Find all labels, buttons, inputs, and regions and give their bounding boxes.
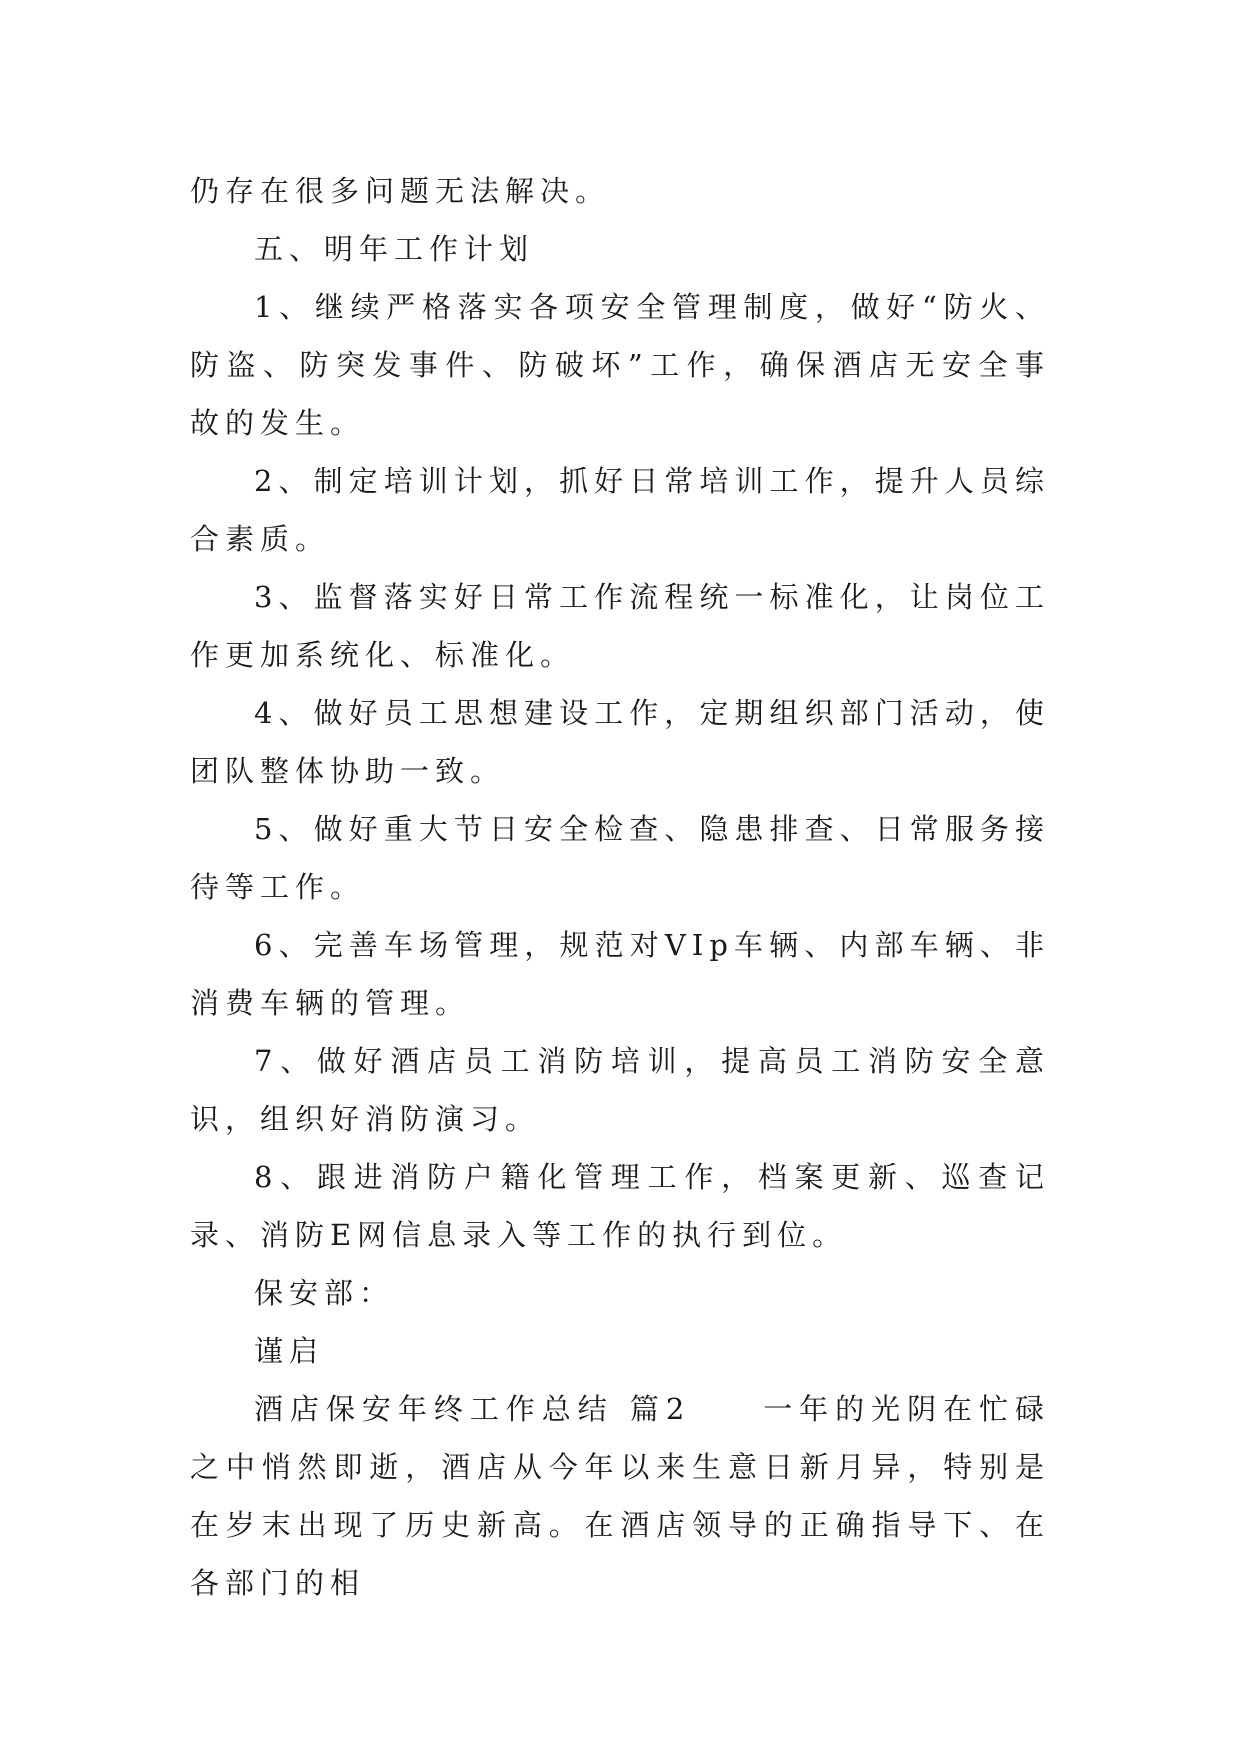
- section-heading-next-year-plan: 五、明年工作计划: [254, 232, 535, 266]
- plan-item-7: 7、做好酒店员工消防培训，提高员工消防安全意识，组织好消防演习。: [190, 1044, 1050, 1136]
- plan-item-2: 2、制定培训计划，抓好日常培训工作，提升人员综合素质。: [190, 464, 1050, 556]
- signature-closing: 谨启: [254, 1334, 325, 1368]
- plan-item-5: 5、做好重大节日安全检查、隐患排查、日常服务接待等工作。: [190, 812, 1050, 904]
- plan-item-8: 8、跟进消防户籍化管理工作，档案更新、巡查记录、消防E网信息录入等工作的执行到位。: [190, 1160, 1050, 1252]
- plan-item-3: 3、监督落实好日常工作流程统一标准化，让岗位工作更加系统化、标准化。: [190, 580, 1050, 672]
- article-2-opening: 酒店保安年终工作总结 篇2 一年的光阴在忙碌之中悄然即逝，酒店从今年以来生意日新月异，特别是在岁末出现了历史新高。在酒店领导的正确指导下、在各部门的相: [190, 1392, 1050, 1600]
- plan-item-6: 6、完善车场管理，规范对VIp车辆、内部车辆、非消费车辆的管理。: [190, 928, 1050, 1020]
- plan-item-4: 4、做好员工思想建设工作，定期组织部门活动，使团队整体协助一致。: [190, 696, 1050, 788]
- document-body: [190, 162, 1050, 1612]
- signature-department: 保安部：: [254, 1276, 395, 1310]
- plan-item-1: 1、继续严格落实各项安全管理制度，做好“防火、防盗、防突发事件、防破坏”工作，确保酒店无安全事故的发生。: [190, 290, 1050, 440]
- paragraph-continuation: 仍存在很多问题无法解决。: [190, 174, 611, 208]
